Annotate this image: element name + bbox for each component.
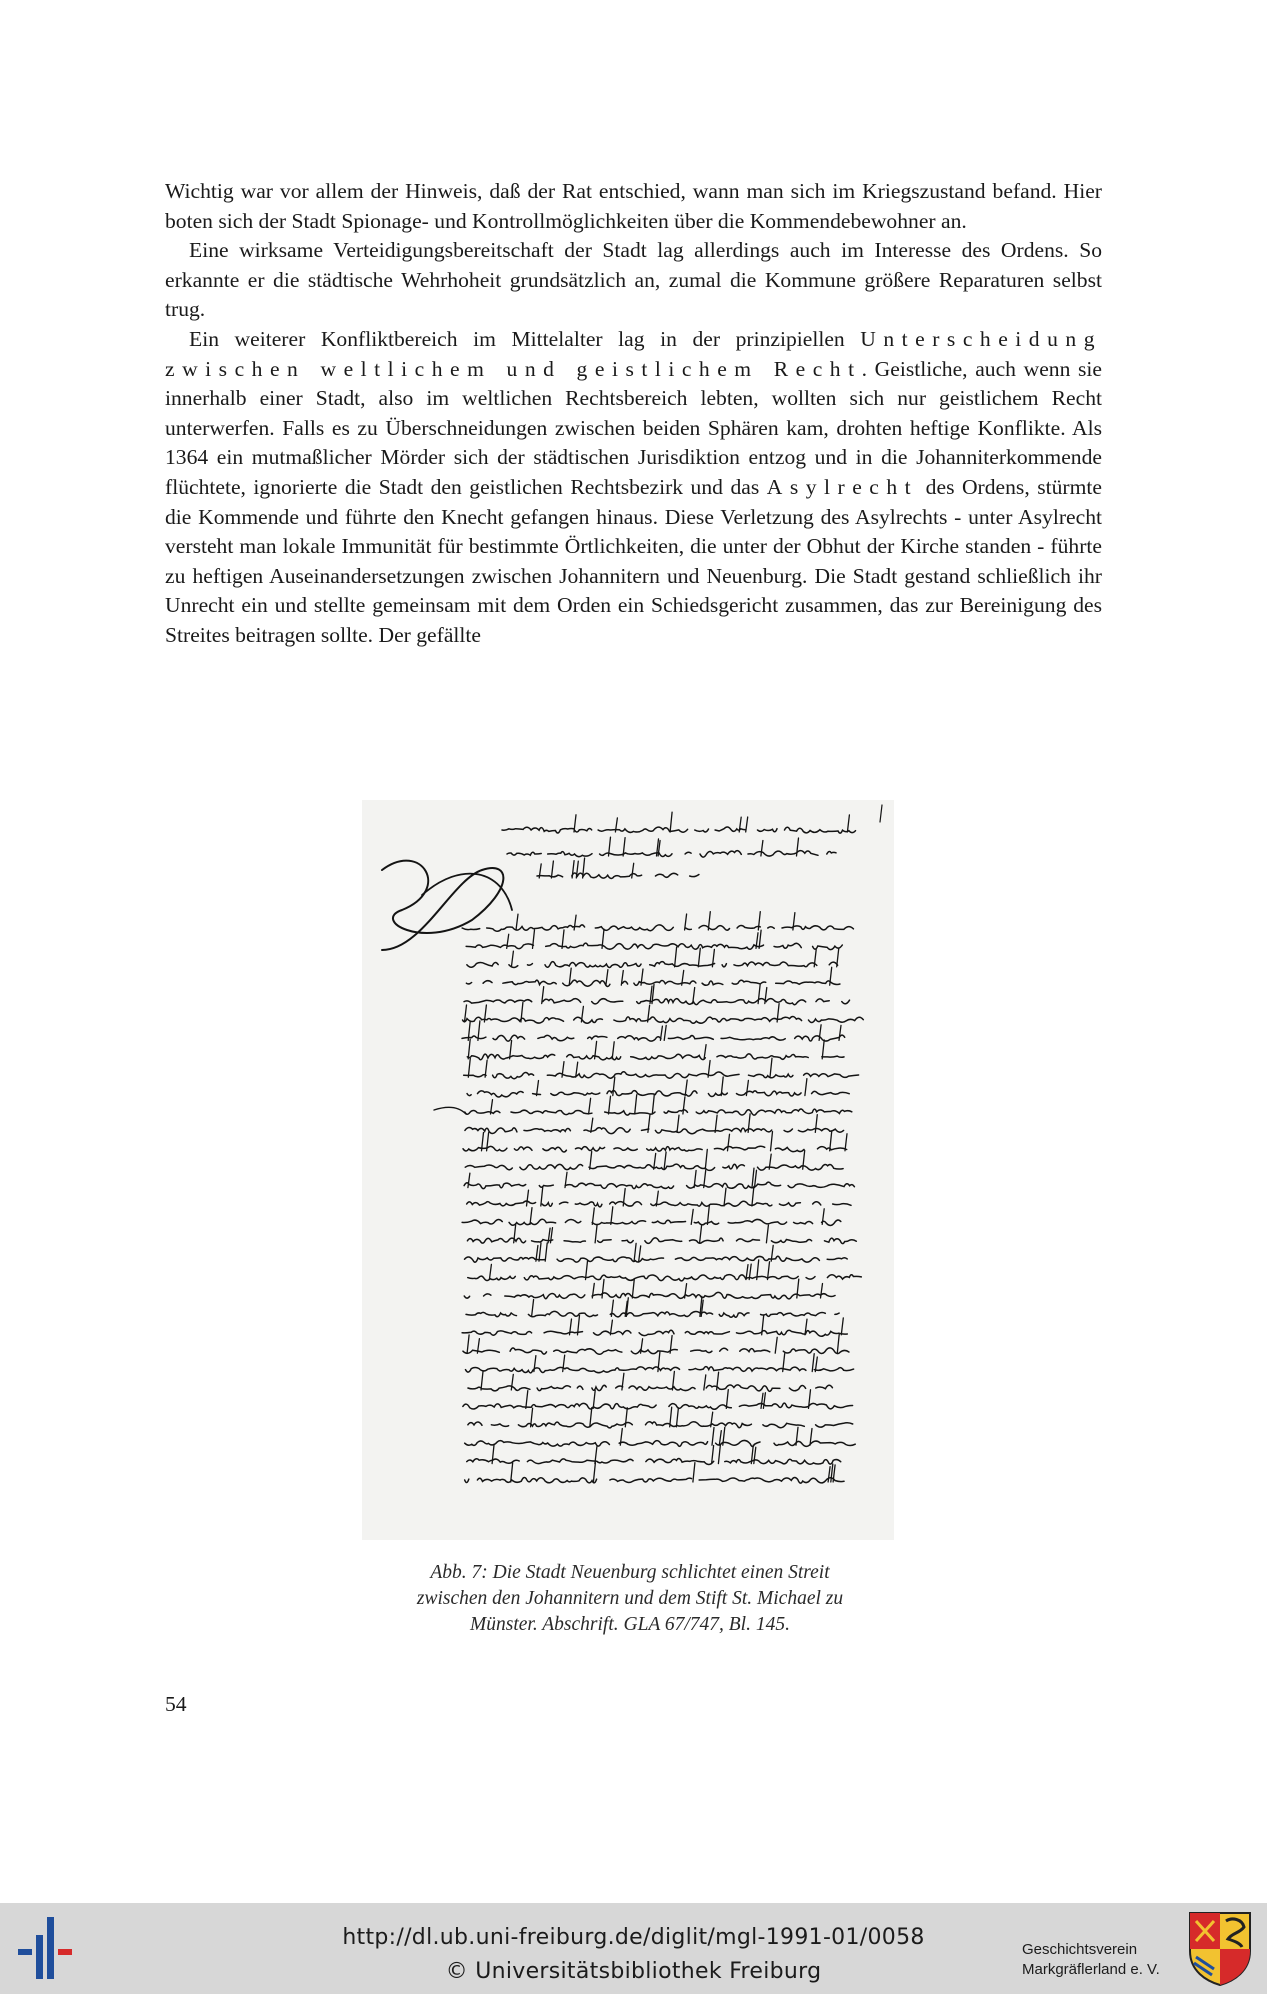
caption-line-3: Münster. Abschrift. GLA 67/747, Bl. 145. bbox=[470, 1614, 790, 1635]
footer-society-name bbox=[1022, 1940, 1160, 1980]
spaced-term-asylrecht: Asylrecht bbox=[766, 474, 919, 499]
manuscript-figure bbox=[362, 800, 894, 1540]
footer-bar bbox=[0, 1903, 1267, 1994]
coat-of-arms-icon bbox=[1188, 1911, 1252, 1987]
society-line-1: Geschichtsverein bbox=[1022, 1941, 1138, 1958]
footer-url[interactable]: http://dl.ub.uni-freiburg.de/diglit/mgl-1991-01/0058 bbox=[342, 1925, 925, 1950]
spaced-term-unterscheidung: Unterscheidung zwischen weltlichem und geistlichem Recht bbox=[165, 326, 1102, 381]
paragraph-2: Eine wirksame Verteidigungsbereitschaft der Stadt lag allerdings auch im Interesse des Ordens. So erkannte er die städtische Wehrhoheit grundsätzlich an, zumal die Kommune größere Reparaturen selbst trug. bbox=[165, 238, 1102, 322]
paragraph-3-part-b: . Geistliche, auch wenn sie innerhalb einer Stadt, also im weltlichen Rechtsbereich lebten, wollten sich nur geistlichem Recht unterwerfen. Falls es zu Überschneidungen zwischen beiden Sphären kam, drohten heftige Konflikte. Als 1364 ein mutmaßlicher Mörder sich der städtischen Jurisdiktion entzog und in die Johanniterkommende flüchtete, ignorierte die Stadt den geistlichen Rechtsbezirk und das bbox=[165, 356, 1102, 499]
paragraph-1: Wichtig war vor allem der Hinweis, daß der Rat entschied, wann man sich im Kriegszustand befand. Hier boten sich der Stadt Spionage- und Kontrollmöglichkeiten über die Kommendebewohner an. bbox=[165, 179, 1102, 233]
manuscript-image bbox=[362, 800, 894, 1540]
footer-copyright: © Universitätsbibliothek Freiburg bbox=[445, 1959, 822, 1984]
page-number: 54 bbox=[165, 1692, 187, 1716]
paragraph-3-part-c: des Ordens, stürmte die Kommende und führte den Knecht gefangen hinaus. Diese Verletzung des Asylrechts - unter Asylrecht versteht man lokale Immunität für bestimmte Örtlichkeiten, die unter der Obhut der Kirche standen - führte zu heftigen Auseinandersetzungen zwischen Johannitern und Neuenburg. Die Stadt gestand schließlich ihr Unrecht ein und stellte gemeinsam mit dem Orden ein Schiedsgericht zusammen, das zur Bereinigung des Streites beitragen sollte. Der gefällte bbox=[165, 474, 1102, 647]
society-line-2: Markgräflerland e. V. bbox=[1022, 1961, 1160, 1978]
caption-line-1: Abb. 7: Die Stadt Neuenburg schlichtet einen Streit bbox=[430, 1562, 830, 1583]
body-text bbox=[165, 177, 1102, 651]
paragraph-3 bbox=[165, 325, 1102, 651]
caption-line-2: zwischen den Johannitern und dem Stift St. Michael zu bbox=[416, 1588, 844, 1609]
paragraph-3-part-a: Ein weiterer Konfliktbereich im Mittelalter lag in der prinzipiellen bbox=[189, 326, 861, 351]
figure-caption bbox=[300, 1560, 960, 1638]
